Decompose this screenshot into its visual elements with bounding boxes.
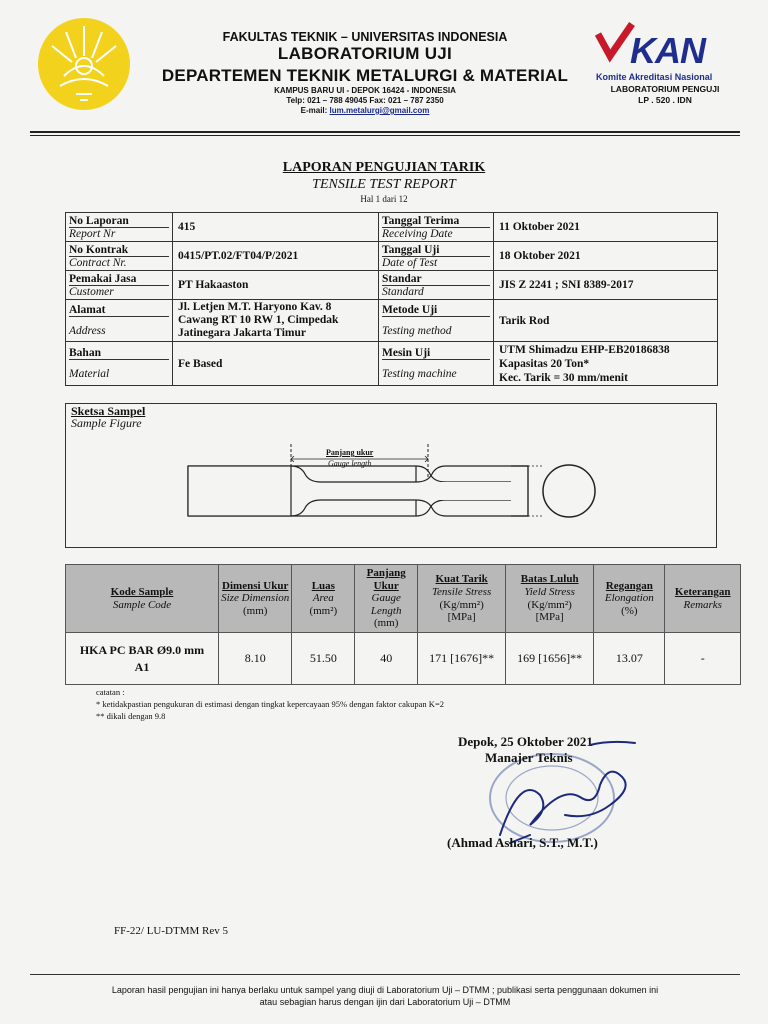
cell-area: 51.50 (292, 633, 355, 685)
standard-value: JIS Z 2241 ; SNI 8389-2017 (494, 271, 718, 300)
col-tensile: Kuat Tarik Tensile Stress (Kg/mm²) [MPa] (418, 565, 506, 633)
gauge-label-en: Gauge length (328, 459, 372, 468)
notes (96, 686, 444, 722)
sample-figure-box (65, 403, 717, 548)
lab-address: KAMPUS BARU UI - DEPOK 16424 - INDONESIA (274, 86, 456, 95)
info-row-contract-nr: No Kontrak Contract Nr. 0415/PT.02/FT04/P/2021 Tanggal Uji Date of Test 18 Oktober 2021 (66, 242, 718, 271)
lab-name: LABORATORIUM UJI (277, 44, 453, 63)
sign-role: Manajer Teknis (485, 750, 573, 765)
sketch-title-en: Sample Figure (71, 416, 142, 430)
report-nr-value: 415 (173, 213, 379, 242)
lab-phone: Telp: 021 – 788 49045 Fax: 021 – 787 2350 (286, 96, 444, 105)
date-of-test-value: 18 Oktober 2021 (494, 242, 718, 271)
kan-lab: LABORATORIUM PENGUJI (610, 84, 720, 94)
sketch-title-id: Sketsa Sampel (71, 404, 146, 418)
col-dimension: Dimensi Ukur Size Dimension (mm) (219, 565, 292, 633)
email-label: E-mail: (300, 106, 328, 115)
header-rule (30, 131, 740, 133)
report-title-en: TENSILE TEST REPORT (312, 177, 456, 192)
kan-code: LP . 520 . IDN (638, 95, 692, 105)
contract-nr-value: 0415/PT.02/FT04/P/2021 (173, 242, 379, 271)
note-1: * ketidakpastian pengukuran di estimasi dengan tingkat kepercayaan 95% dengan faktor cakupan K=2 (96, 699, 444, 709)
cell-yield: 169 [1656]** (506, 633, 594, 685)
ui-logo (36, 16, 132, 112)
material-value: Fe Based (173, 342, 379, 386)
col-area: Luas Area (mm²) (292, 565, 355, 633)
kan-logo (592, 22, 738, 72)
testing-machine-value: UTM Shimadzu EHP-EB20186838 Kapasitas 20 Ton* Kec. Tarik = 30 mm/menit (494, 342, 718, 386)
results-header-row (66, 565, 741, 633)
customer-value: PT Hakaaston (173, 271, 379, 300)
table-row (66, 633, 741, 685)
info-row-address: Alamat Address Jl. Letjen M.T. Haryono Kav. 8 Cawang RT 10 RW 1, Cimpedak Jatinegara Jakarta Timur Metode Uji Testing method Tarik Rod (66, 300, 718, 342)
kan-subtitle: Komite Akreditasi Nasional (596, 72, 713, 82)
sign-name: (Ahmad Ashari, S.T., M.T.) (447, 835, 598, 850)
email-link[interactable]: lum.metalurgi@gmail.com (329, 106, 430, 115)
col-remarks: Keterangan Remarks (665, 565, 741, 633)
handwritten-signature (470, 735, 650, 845)
kan-logo-text: KAN (630, 30, 705, 71)
sign-place-date: Depok, 25 Oktober 2021 (458, 734, 593, 749)
lab-email-line (190, 106, 540, 115)
specimen-drawing (66, 404, 718, 549)
note-2: ** dikali dengan 9.8 (96, 711, 166, 721)
testing-method-value: Tarik Rod (494, 300, 718, 342)
cell-gauge-length: 40 (355, 633, 418, 685)
cell-tensile: 171 [1676]** (418, 633, 506, 685)
gauge-label-id: Panjang ukur (326, 448, 374, 457)
form-code: FF-22/ LU-DTMM Rev 5 (114, 925, 228, 937)
col-sample-code: Kode Sample Sample Code (66, 565, 219, 633)
cell-sample-code: HKA PC BAR Ø9.0 mm A1 (66, 633, 219, 685)
results-table (65, 564, 741, 685)
col-gauge-length: Panjang Ukur Gauge Length (mm) (355, 565, 418, 633)
info-row-customer: Pemakai Jasa Customer PT Hakaaston Standar Standard JIS Z 2241 ; SNI 8389-2017 (66, 271, 718, 300)
faculty-name: FAKULTAS TEKNIK – UNIVERSITAS INDONESIA (222, 30, 508, 44)
address-value: Jl. Letjen M.T. Haryono Kav. 8 Cawang RT 10 RW 1, Cimpedak Jatinegara Jakarta Timur (173, 300, 379, 342)
department-name: DEPARTEMEN TEKNIK METALURGI & MATERIAL (161, 66, 569, 85)
report-title-id: LAPORAN PENGUJIAN TARIK (282, 160, 486, 175)
info-row-material: Bahan Material Fe Based Mesin Uji Testing machine UTM Shimadzu EHP-EB20186838 Kapasitas 20 Ton* Kec. Tarik = 30 mm/menit (66, 342, 718, 386)
cell-remarks: - (665, 633, 741, 685)
col-elongation: Regangan Elongation (%) (594, 565, 665, 633)
notes-label: catatan : (96, 687, 125, 697)
report-info-table (65, 212, 718, 386)
footer-rule (30, 974, 740, 975)
footer-disclaimer: Laporan hasil pengujian ini hanya berlaku untuk sampel yang diuji di Laboratorium Uji – DTMM ; publikasi serta penggunaan dokumen ini atau sebagian harus dengan ijin dari Laboratorium Uji – DTMM (111, 985, 659, 1007)
col-yield: Batas Luluh Yield Stress (Kg/mm²) [MPa] (506, 565, 594, 633)
info-row-report-nr: No Laporan Report Nr 415 Tanggal Terima Receiving Date 11 Oktober 2021 (66, 213, 718, 242)
receiving-date-value: 11 Oktober 2021 (494, 213, 718, 242)
page-number: Hal 1 dari 12 (360, 194, 408, 204)
cell-elongation: 13.07 (594, 633, 665, 685)
header-rule-thin (30, 135, 740, 136)
cell-dimension: 8.10 (219, 633, 292, 685)
